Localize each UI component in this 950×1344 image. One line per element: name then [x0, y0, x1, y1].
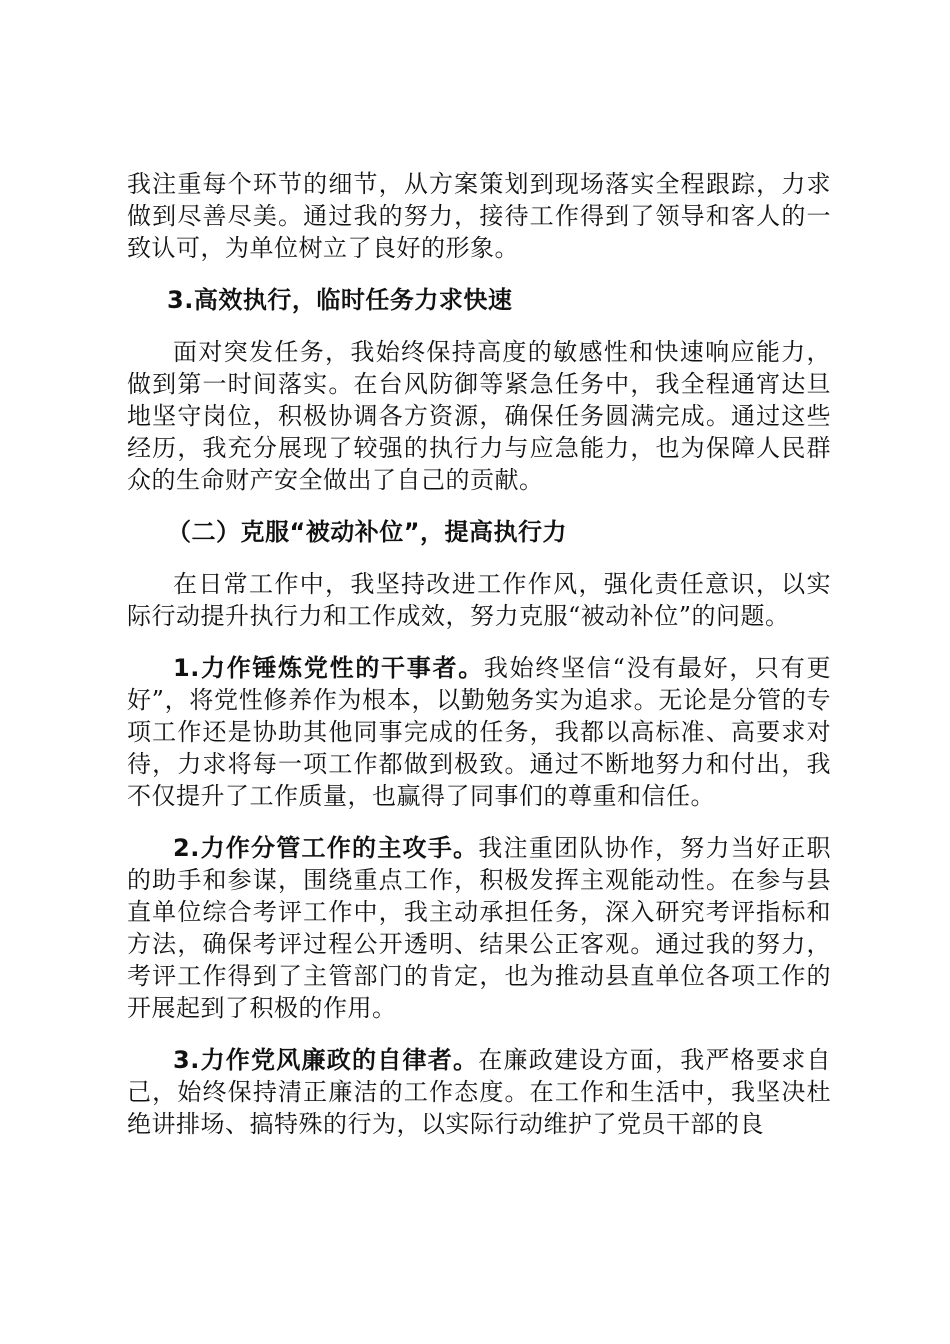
paragraph-lead-self-discipline: 3.力作党风廉政的自律者。 — [173, 1046, 479, 1074]
paragraph-body-party-spirit: 我始终坚信“没有最好，只有更好”，将党性修养作为根本，以勤勉务实为追求。无论是分管的专项工作还是协助其他同事完成的任务，我都以高标准、高要求对待，力求将每一项工作都做到极致。通过不断地努力和付出，我不仅提升了工作质量，也赢得了同事们的尊重和信任。 — [127, 654, 831, 810]
document-page — [127, 168, 831, 1160]
section-heading-overcome-passive: （二）克服“被动补位”，提高执行力 — [167, 518, 568, 546]
section-heading-efficient-execution: 3.高效执行，临时任务力求快速 — [167, 286, 513, 314]
paragraph-body-self-discipline: 在廉政建设方面，我严格要求自己，始终保持清正廉洁的工作态度。在工作和生活中，我坚决杜绝讲排场、搞特殊的行为，以实际行动维护了党员干部的良 — [127, 1046, 831, 1138]
paragraph-urgent-tasks: 面对突发任务，我始终保持高度的敏感性和快速响应能力，做到第一时间落实。在台风防御等紧急任务中，我全程通宵达旦地坚守岗位，积极协调各方资源，确保任务圆满完成。通过这些经历，我充分展现了较强的执行力与应急能力，也为保障人民群众的生命财产安全做出了自己的贡献。 — [127, 338, 831, 494]
paragraph-continuation: 我注重每个环节的细节，从方案策划到现场落实全程跟踪，力求做到尽善尽美。通过我的努力，接待工作得到了领导和客人的一致认可，为单位树立了良好的形象。 — [127, 170, 831, 262]
paragraph-lead-party-spirit: 1.力作锤炼党性的干事者。 — [173, 654, 484, 682]
paragraph-self-discipline — [127, 1044, 831, 1140]
paragraph-lead-main-attacker: 2.力作分管工作的主攻手。 — [173, 834, 479, 862]
paragraph-daily-work: 在日常工作中，我坚持改进工作作风，强化责任意识，以实际行动提升执行力和工作成效，努力克服“被动补位”的问题。 — [127, 570, 831, 630]
paragraph-main-attacker — [127, 832, 831, 1024]
paragraph-body-main-attacker: 我注重团队协作，努力当好正职的助手和参谋，围绕重点工作，积极发挥主观能动性。在参与县直单位综合考评工作中，我主动承担任务，深入研究考评指标和方法，确保考评过程公开透明、结果公正客观。通过我的努力，考评工作得到了主管部门的肯定，也为推动县直单位各项工作的开展起到了积极的作用。 — [127, 834, 831, 1022]
paragraph-party-spirit — [127, 652, 831, 812]
